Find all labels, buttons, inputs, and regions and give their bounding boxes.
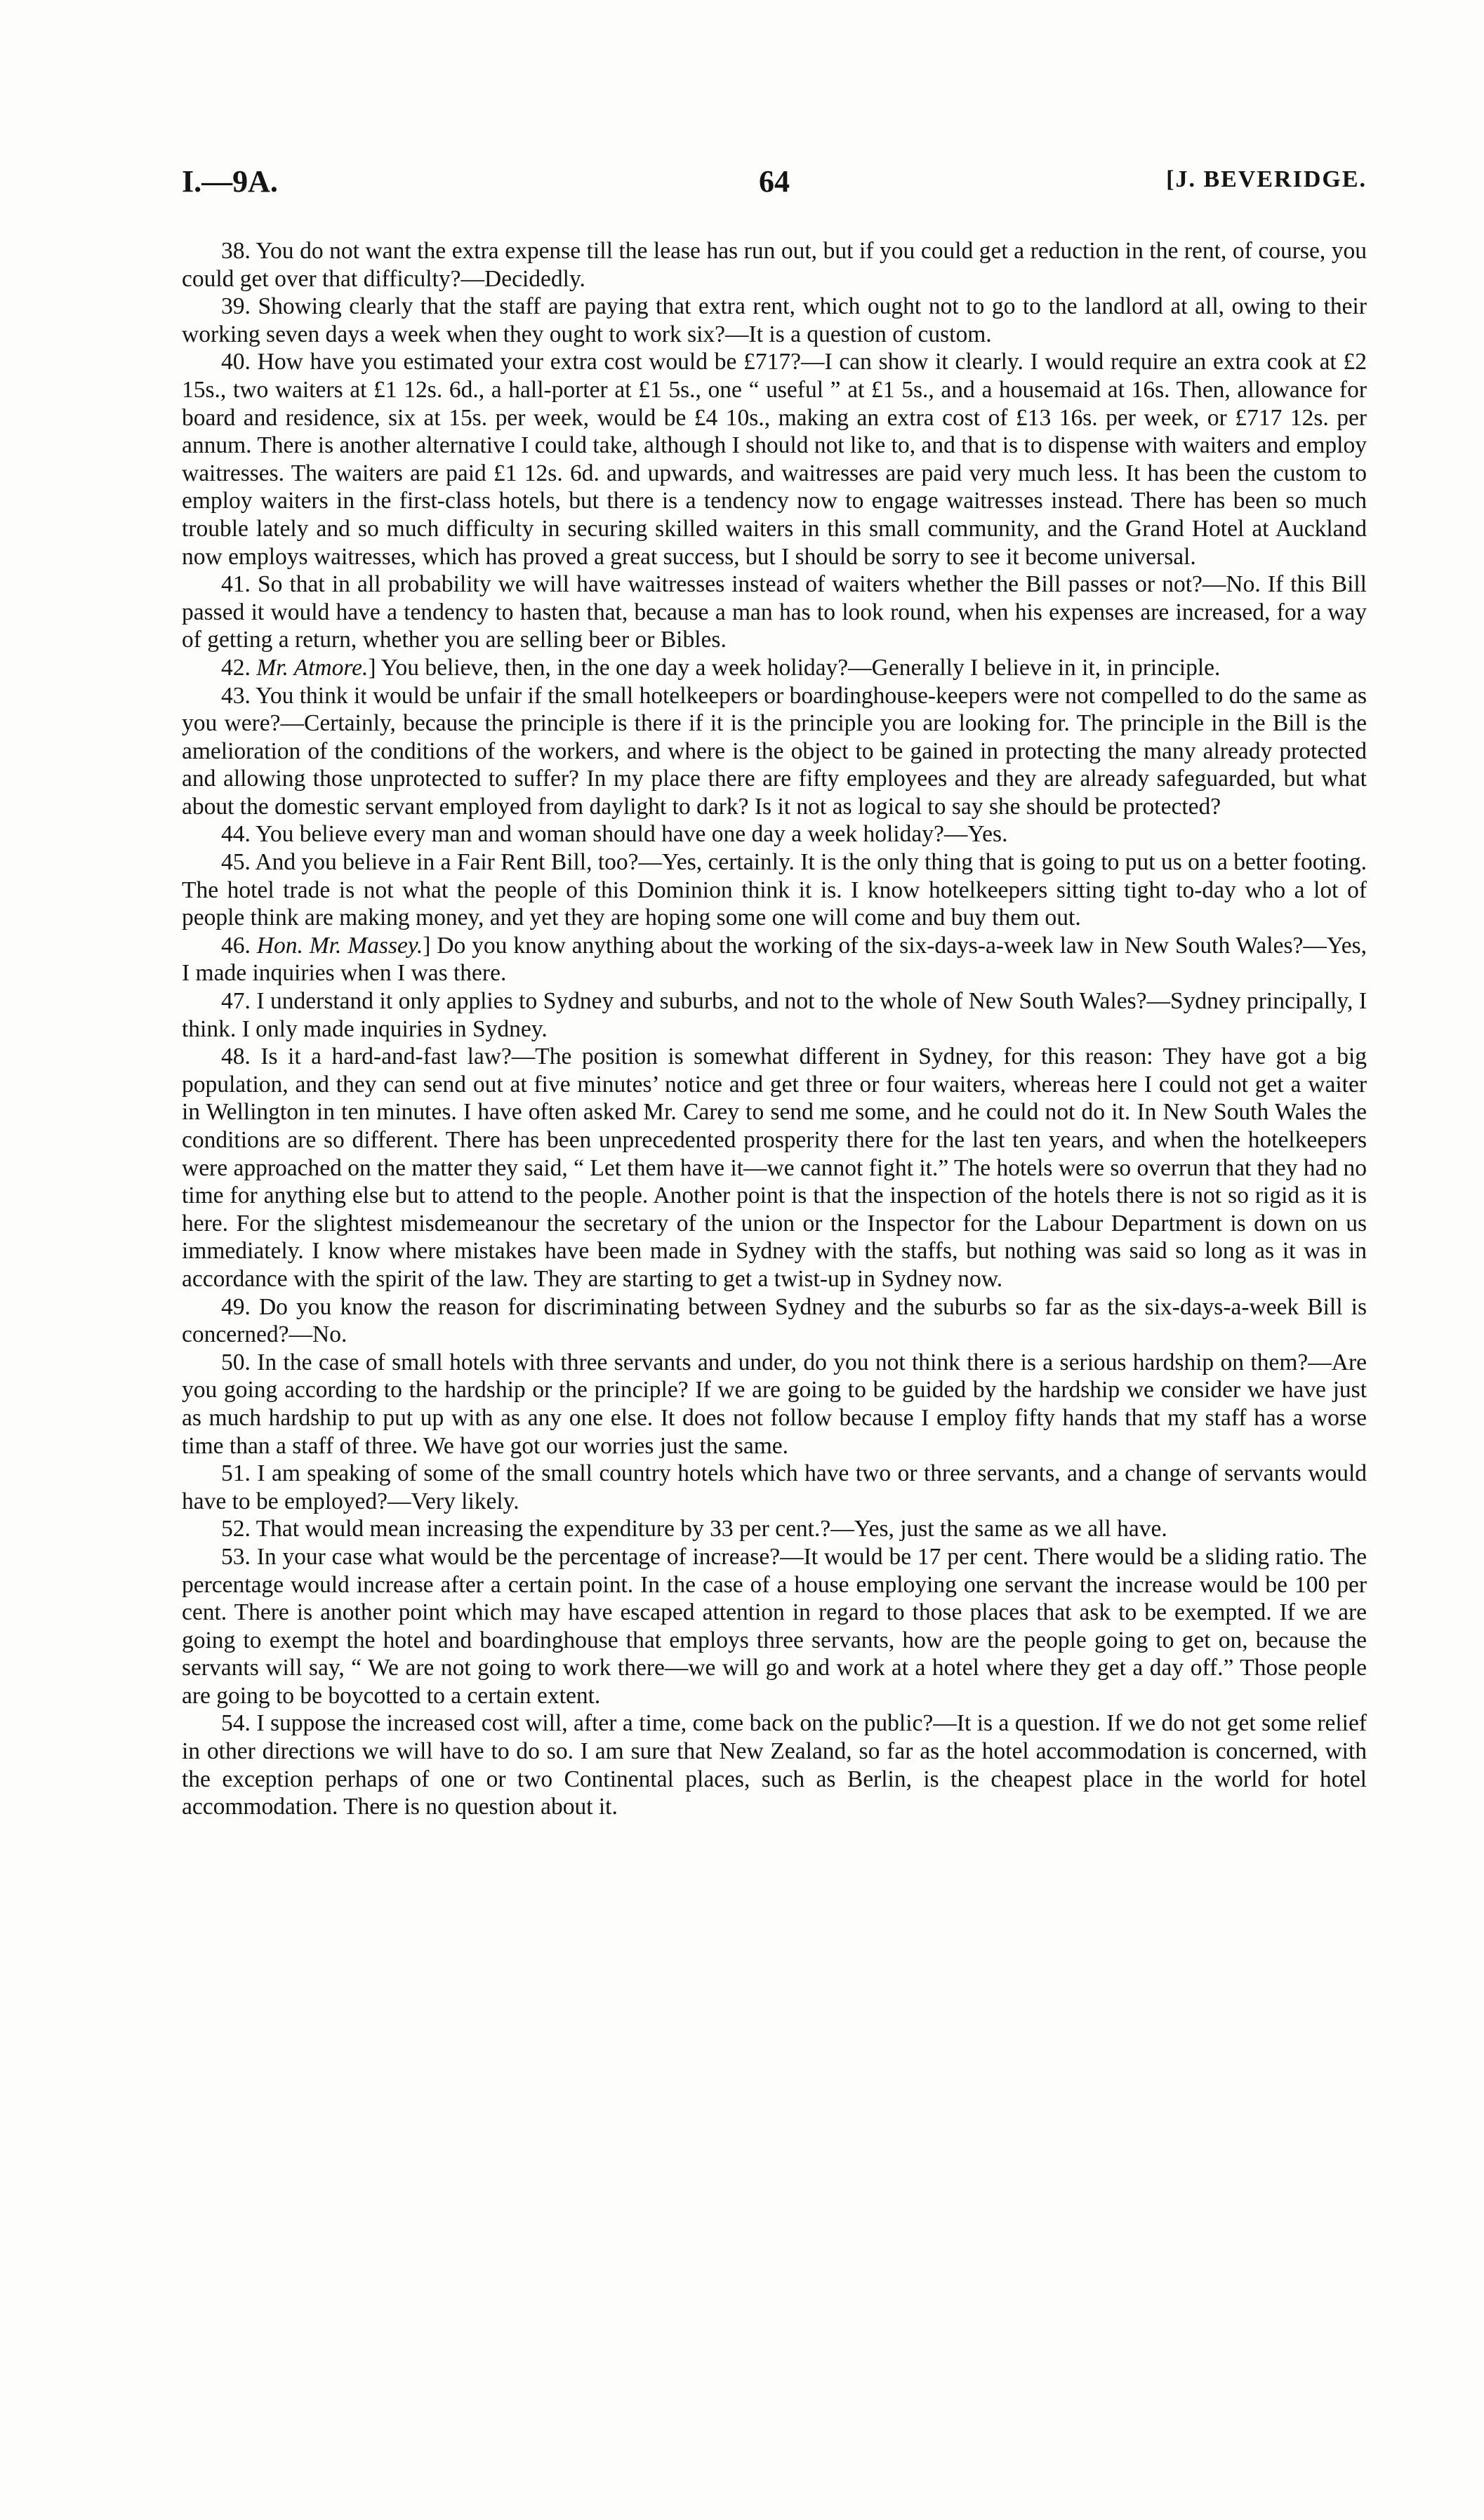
page-number: 64	[759, 164, 790, 199]
question-48: 48. Is it a hard-and-fast law?—The position is somewhat different in Sydney, for this reason: They have got a big population, and they can send out at five minutes’ notice and get three or four waiters, whereas here I could not get a waiter in Wellington in ten minutes. I have often asked Mr. Carey to send me some, and he could not do it. In New South Wales the conditions are so different. There has been unprecedented prosperity there for the last ten years, and when the hotelkeepers were approached on the matter they said, “ Let them have it—we cannot fight it.” The hotels were so overrun that they had no time for anything else but to attend to the people. Another point is that the inspection of the hotels there is not so rigid as it is here. For the slightest misdemeanour the secretary of the union or the Inspector for the Labour Department is down on us immediately. I know where mistakes have been made in Sydney with the staffs, but nothing was said so long as it was in accordance with the spirit of the law. They are starting to get a twist-up in Sydney now.	[182, 1044, 1367, 1292]
question-52: 52. That would mean increasing the expenditure by 33 per cent.?—Yes, just the same as we all have.	[221, 1516, 1167, 1542]
question-44: 44. You believe every man and woman should have one day a week holiday?—Yes.	[221, 821, 1008, 848]
question-number: 46.	[221, 932, 251, 959]
question-40: 40. How have you estimated your extra cost would be £717?—I can show it clearly. I would require an extra cook at £2 15s., two waiters at £1 12s. 6d., a hall-porter at £1 5s., one “ useful ” at £1 5s., and a housemaid at 16s. Then, allowance for board and residence, six at 15s. per week, would be £4 10s., making an extra cost of £13 16s. per week, or £717 12s. per annum. There is another alternative I could take, although I should not like to, and that is to dispense with waiters and employ waitresses. The waiters are paid £1 12s. 6d. and upwards, and waitresses are paid very much less. It has been the custom to employ waiters in the first-class hotels, but there is a tendency now to engage waitresses instead. There has been so much trouble lately and so much difficulty in securing skilled waiters in this small community, and the Grand Hotel at Auckland now employs waitresses, which has proved a great success, but I should be sorry to see it become universal.	[182, 349, 1367, 570]
question-text: Do you know anything about the working of the six-days-a-week law in New South Wales?—Yes, I made inquiries when I was there.	[182, 932, 1367, 987]
question-text: You believe, then, in the one day a week holiday?—Generally I believe in it, in principle.	[380, 654, 1221, 681]
paper-reference: I.—9A.	[182, 164, 278, 199]
evidence-body	[182, 237, 1367, 1821]
question-50: 50. In the case of small hotels with three servants and under, do you not think there is a serious hardship on them?—Are you going according to the hardship or the principle? If we are going to be guided by the hardship we consider we have just as much hardship to put up with as any one else. It does not follow because I employ fifty hands that my staff has a worse time than a staff of three. We have got our worries just the same.	[182, 1349, 1367, 1459]
question-38: 38. You do not want the extra expense till the lease has run out, but if you could get a reduction in the rent, of course, you could get over that difficulty?—Decidedly.	[182, 238, 1367, 292]
question-45: 45. And you believe in a Fair Rent Bill, too?—Yes, certainly. It is the only thing that is going to put us on a better footing. The hotel trade is not what the people of this Dominion think it is. I know hotelkeepers sitting tight to-day who a lot of people think are making money, and yet they are hoping some one will come and buy them out.	[182, 849, 1367, 931]
question-46: 46. Hon. Mr. Massey.] Do you know anything about the working of the six-days-a-week law in New South Wales?—Yes, I made inquiries when I was there.	[182, 932, 1367, 987]
question-number: 42.	[221, 654, 251, 681]
page-header	[182, 164, 1367, 206]
question-39: 39. Showing clearly that the staff are paying that extra rent, which ought not to go to the landlord at all, owing to their working seven days a week when they ought to work six?—It is a question of custom.	[182, 293, 1367, 347]
question-49: 49. Do you know the reason for discriminating between Sydney and the suburbs so far as the six-days-a-week Bill is concerned?—No.	[182, 1293, 1367, 1348]
speaker-name: Mr. Atmore.	[256, 654, 369, 681]
question-53: 53. In your case what would be the percentage of increase?—It would be 17 per cent. There would be a sliding ratio. The percentage would increase after a certain point. In the case of a house employing one servant the increase would be 100 per cent. There is another point which may have escaped attention in regard to those places that ask to be exempted. If we are going to exempt the hotel and boardinghouse that employs three servants, how are the people going to get on, because the servants will say, “ We are not going to work there—we will go and work at a hotel where they get a day off.” Those people are going to be boycotted to a certain extent.	[182, 1543, 1367, 1709]
question-41: 41. So that in all probability we will have waitresses instead of waiters whether the Bill passes or not?—No. If this Bill passed it would have a tendency to hasten that, because a man has to look round, when his expenses are increased, for a way of getting a return, whether you are selling beer or Bibles.	[182, 571, 1367, 653]
witness-name: [J. BEVERIDGE.	[1166, 166, 1367, 192]
question-54: 54. I suppose the increased cost will, after a time, come back on the public?—It is a question. If we do not get some relief in other directions we will have to do so. I am sure that New Zealand, so far as the hotel accommodation is concerned, with the exception perhaps of one or two Continental places, such as Berlin, is the cheapest place in the world for hotel accommodation. There is no question about it.	[182, 1710, 1367, 1820]
question-42: 42. Mr. Atmore.] You believe, then, in the one day a week holiday?—Generally I believe in it, in principle.	[221, 654, 1221, 681]
speaker-name: Hon. Mr. Massey.	[256, 932, 423, 959]
question-51: 51. I am speaking of some of the small country hotels which have two or three servants, and a change of servants would have to be employed?—Very likely.	[182, 1460, 1367, 1514]
question-47: 47. I understand it only applies to Sydney and suburbs, and not to the whole of New South Wales?—Sydney principally, I think. I only made inquiries in Sydney.	[182, 988, 1367, 1042]
question-43: 43. You think it would be unfair if the small hotelkeepers or boardinghouse-keepers were not compelled to do the same as you were?—Certainly, because the principle is there if it is the principle you are looking for. The principle in the Bill is the amelioration of the conditions of the workers, and where is the object to be gained in protecting the many already protected and allowing those unprotected to suffer? In my place there are fifty employees and they are already safeguarded, but what about the domestic servant employed from daylight to dark? Is it not as logical to say she should be protected?	[182, 682, 1367, 820]
